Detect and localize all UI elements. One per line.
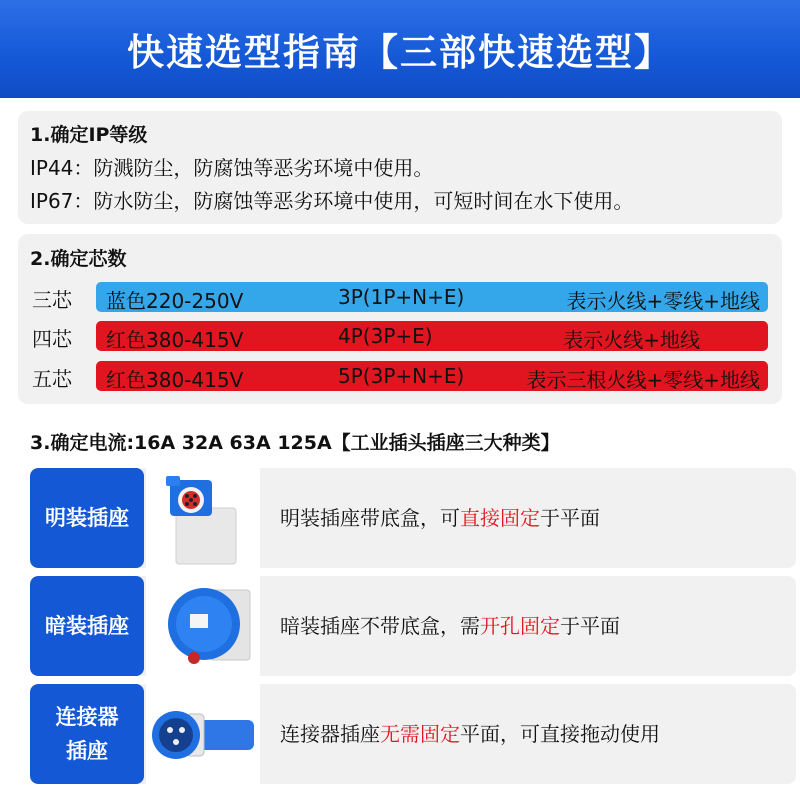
card-desc xyxy=(280,718,660,747)
bar-3core xyxy=(96,282,768,312)
page-title: 快速选型指南【三部快速选型】 xyxy=(127,31,673,74)
bar-poles: 3P(1P+N+E) xyxy=(338,285,465,309)
card-connector-socket xyxy=(30,684,796,784)
desc-text: 明装插座带底盒，可 xyxy=(280,506,460,530)
row-label-5core: 五芯 xyxy=(32,367,72,391)
panel-socket-icon xyxy=(146,576,260,676)
bar-voltage: 红色380-415V xyxy=(106,368,244,392)
desc-text: 平面，可直接拖动使用 xyxy=(460,722,660,746)
header-banner xyxy=(0,0,800,98)
desc-text: 于平面 xyxy=(560,614,620,638)
bar-voltage: 红色380-415V xyxy=(106,328,244,352)
desc-highlight: 无需固定 xyxy=(380,722,460,746)
connector-icon xyxy=(146,684,260,784)
desc-highlight: 开孔固定 xyxy=(480,614,560,638)
bar-5core xyxy=(96,361,768,391)
bar-meaning: 表示火线+地线 xyxy=(563,328,700,352)
card-panel-socket xyxy=(30,576,796,676)
row-label-4core: 四芯 xyxy=(32,327,72,351)
card-tag-line: 连接器 xyxy=(55,705,119,729)
bar-poles: 5P(3P+N+E) xyxy=(338,364,465,388)
row-label-3core: 三芯 xyxy=(32,288,72,312)
card-tag-line: 插座 xyxy=(66,739,108,763)
card-tag: 暗装插座 xyxy=(30,576,144,676)
card-desc xyxy=(280,502,600,531)
section-title-cores: 2.确定芯数 xyxy=(30,248,127,270)
bar-4core xyxy=(96,321,768,351)
surface-socket-icon xyxy=(146,468,260,568)
section-title-current: 3.确定电流:16A 32A 63A 125A【工业插头插座三大种类】 xyxy=(30,432,560,454)
desc-highlight: 直接固定 xyxy=(460,506,540,530)
desc-text: 连接器插座 xyxy=(280,722,380,746)
card-desc xyxy=(280,610,620,639)
desc-text: 暗装插座不带底盒，需 xyxy=(280,614,480,638)
bar-meaning: 表示三根火线+零线+地线 xyxy=(526,368,760,392)
core-count-panel xyxy=(18,234,782,404)
bar-voltage: 蓝色220-250V xyxy=(106,289,244,313)
ip67-line: IP67：防水防尘，防腐蚀等恶劣环境中使用，可短时间在水下使用。 xyxy=(30,189,634,213)
ip44-line: IP44：防溅防尘，防腐蚀等恶劣环境中使用。 xyxy=(30,156,434,180)
bar-poles: 4P(3P+E) xyxy=(338,324,433,348)
ip-rating-panel xyxy=(18,111,782,224)
desc-text: 于平面 xyxy=(540,506,600,530)
card-tag: 明装插座 xyxy=(30,468,144,568)
card-tag xyxy=(30,684,144,784)
section-title-ip: 1.确定IP等级 xyxy=(30,124,148,146)
bar-meaning: 表示火线+零线+地线 xyxy=(566,289,760,313)
card-surface-socket xyxy=(30,468,796,568)
